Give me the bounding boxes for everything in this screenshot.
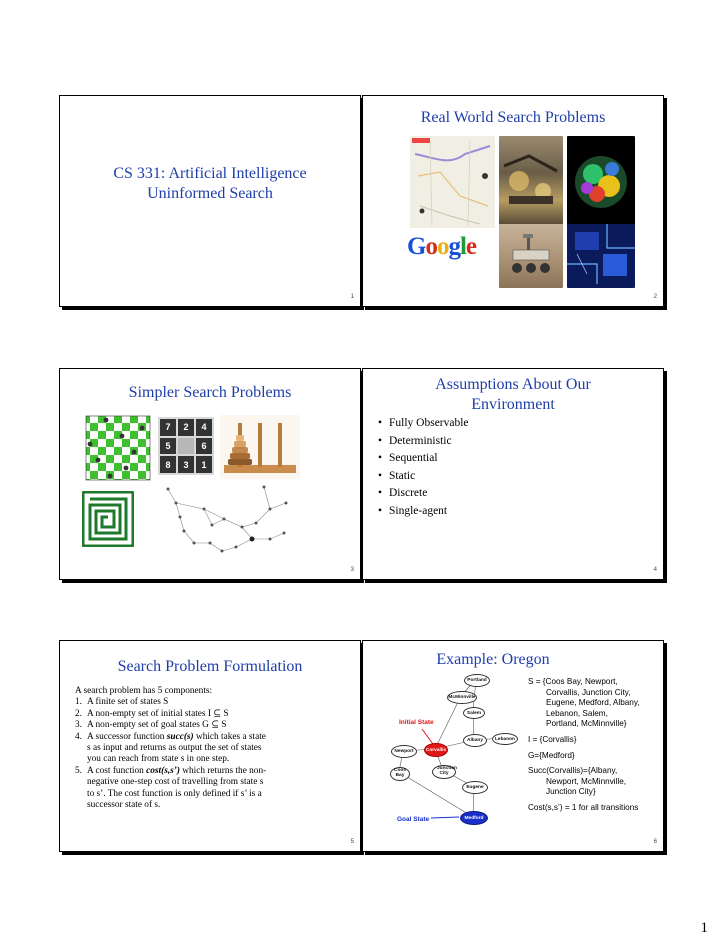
- puzzle-tile: 1: [196, 456, 212, 473]
- page-number: 1: [700, 920, 708, 936]
- slide-number: 4: [653, 567, 657, 573]
- puzzle-tile: 6: [196, 438, 212, 455]
- tower-of-hanoi-photo: [220, 415, 300, 479]
- bullet-item: • Static: [378, 468, 469, 486]
- slide-title-line2: Uninformed Search: [147, 185, 273, 202]
- node-portland: Portland: [464, 674, 490, 687]
- item-2: 2. A non-empty set of initial states I ⊆ S: [75, 708, 229, 719]
- cost-line: Cost(s,s’) = 1 for all transitions: [528, 802, 639, 812]
- item-1: 1. A finite set of states S: [75, 697, 169, 708]
- intro-line: A search problem has 5 components:: [75, 686, 213, 696]
- bullet-item: • Deterministic: [378, 433, 469, 451]
- puzzle-tile: 8: [160, 456, 176, 473]
- slide-6: [362, 640, 664, 852]
- node-coos-bay: Coos Bay: [390, 767, 410, 781]
- slide-title-line1: CS 331: Artificial Intelligence: [113, 165, 307, 182]
- node-mcminnville: McMinnville: [447, 691, 477, 704]
- node-lebanon: Lebanon: [492, 733, 518, 745]
- puzzle-tile: 4: [196, 419, 212, 436]
- slide-title: Search Problem Formulation: [117, 658, 303, 675]
- goal-state-label: Goal State: [397, 816, 430, 823]
- slide-5: [59, 640, 361, 852]
- slide-title-line2: Environment: [471, 396, 555, 413]
- node-newport: Newport: [391, 745, 417, 758]
- eight-puzzle: [158, 417, 214, 475]
- bullet-item: • Sequential: [378, 450, 469, 468]
- maze-image: [82, 491, 134, 547]
- puzzle-blank: [178, 438, 194, 455]
- succ-line: Succ(Corvallis)={Albany,: [528, 766, 618, 776]
- node-medford: Medford: [460, 811, 488, 825]
- assumption-list: [378, 415, 469, 520]
- puzzle-tile: 2: [178, 419, 194, 436]
- bullet-item: • Fully Observable: [378, 415, 469, 433]
- initial-state-label: Initial State: [399, 719, 434, 726]
- slide-2: [362, 95, 664, 307]
- circuit-board-photo: [567, 224, 635, 288]
- components-text: [75, 686, 353, 811]
- map-image: [410, 136, 495, 228]
- item-4: 4. A successor function succ(s) which takes a state s as input and returns as output the set of states you can reach from state s in one step.: [75, 731, 266, 765]
- slide-number: 1: [350, 294, 354, 300]
- node-albany: Albany: [463, 734, 487, 747]
- slide-number: 2: [653, 294, 657, 300]
- s-set-line: Lebanon, Salem,: [546, 708, 608, 718]
- puzzle-tile: 3: [178, 456, 194, 473]
- s-set-line: Eugene, Medford, Albany,: [546, 698, 640, 708]
- node-eugene: Eugene: [462, 781, 488, 794]
- succ-line: Newport, McMinnville,: [546, 776, 627, 786]
- bullet-item: • Single-agent: [378, 503, 469, 521]
- slide-number: 5: [350, 839, 354, 845]
- s-set-line: S = {Coos Bay, Newport,: [528, 677, 618, 686]
- slide-3: [59, 368, 361, 580]
- slide-title: Example: Oregon: [436, 651, 550, 668]
- google-logo: Google: [407, 233, 477, 260]
- slide-4: [362, 368, 664, 580]
- item-5: 5. A cost function cost(s,s’) which returns the non- negative one-step cost of travelling from state s to s’. The cost function is only defined if s’ is a successor state of s.: [75, 765, 267, 811]
- protein-structure-image: [567, 136, 635, 228]
- node-junction-city: Junction City: [432, 765, 456, 779]
- bullet-item: • Discrete: [378, 485, 469, 503]
- slide-title-line1: Assumptions About Our: [435, 376, 591, 393]
- s-set-line: Corvallis, Junction City,: [546, 687, 631, 697]
- slide-1: [59, 95, 361, 307]
- oregon-definitions: [528, 677, 660, 814]
- n-queens-board: [82, 415, 152, 485]
- slide-number: 6: [653, 839, 657, 845]
- node-corvallis: Corvallis: [424, 743, 448, 757]
- item-3: 3. A non-empty set of goal states G ⊆ S: [75, 720, 227, 731]
- mars-rover-photo: [499, 224, 563, 288]
- s-set-line: Portland, McMinnville}: [546, 719, 627, 729]
- g-set-line: G={Medford}: [528, 750, 575, 760]
- slide-number: 3: [350, 567, 354, 573]
- i-set-line: I = {Corvallis}: [528, 734, 577, 744]
- slide-title: Simpler Search Problems: [128, 384, 292, 401]
- puzzle-tile: 7: [160, 419, 176, 436]
- route-graph-image: [156, 481, 304, 559]
- slide-title: Real World Search Problems: [420, 109, 606, 126]
- factory-robots-photo: [499, 136, 563, 228]
- node-salem: Salem: [463, 707, 485, 719]
- puzzle-tile: 5: [160, 438, 176, 455]
- succ-line: Junction City}: [546, 787, 596, 797]
